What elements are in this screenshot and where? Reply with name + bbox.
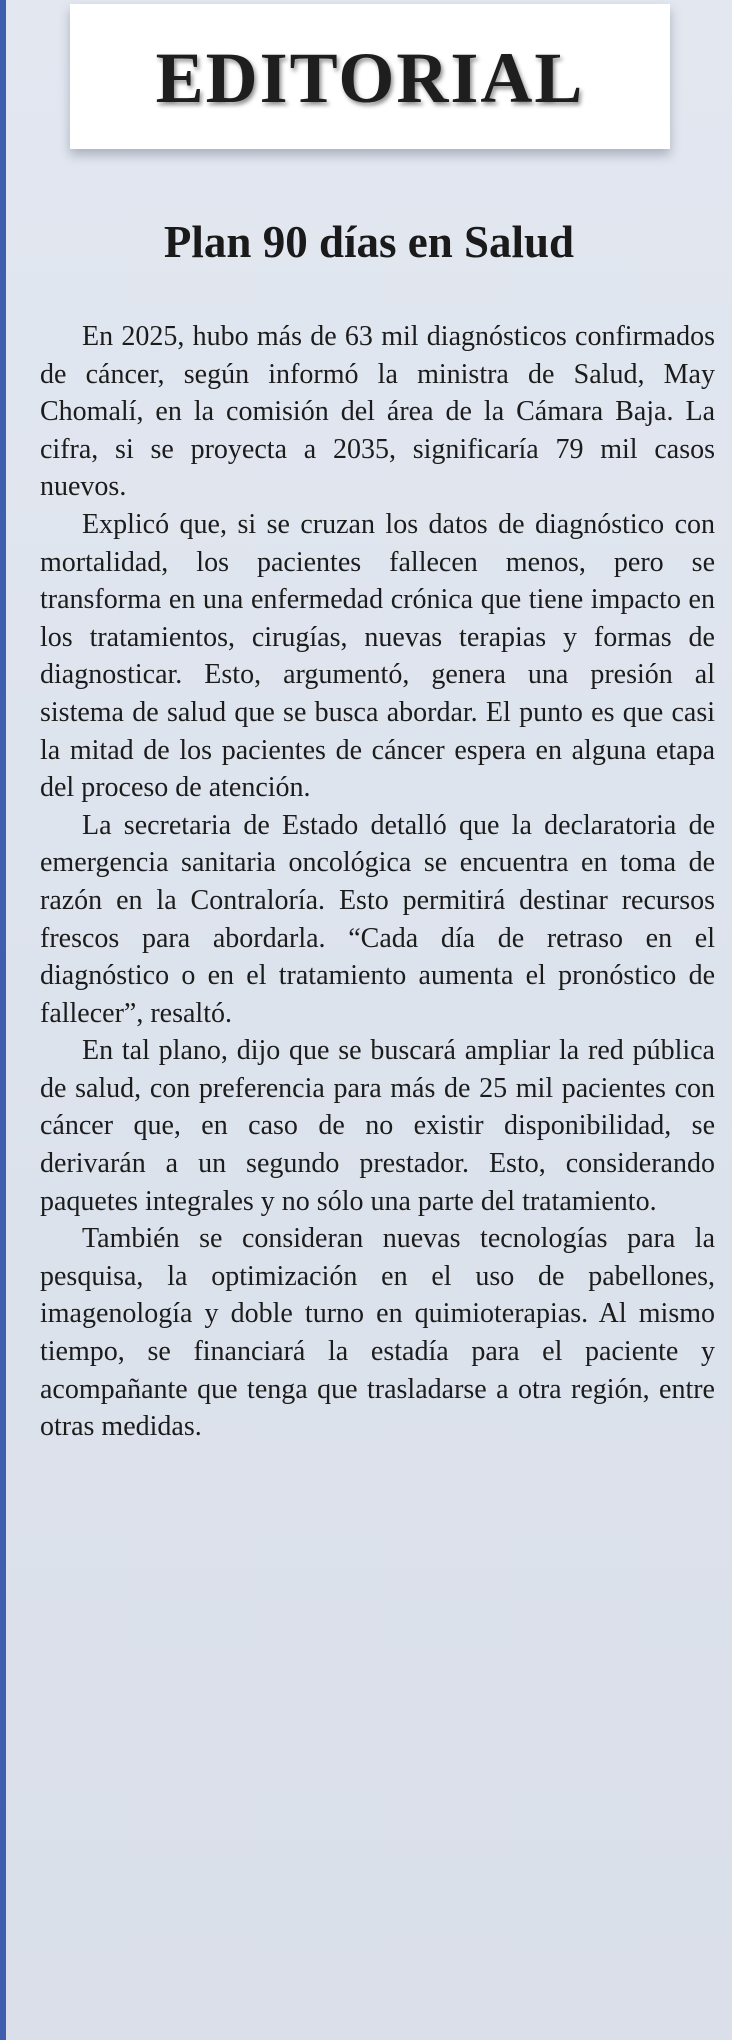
article-paragraph-5: También se consideran nuevas tecnologías para la pesquisa, la optimización en el uso de pabellones, imagenología y doble turno en quimioterapias. Al mismo tiempo, se financiará la estadía para el paciente y acompañante que tenga que trasladarse a otra región, entre otras medidas. (40, 1223, 715, 1443)
article-paragraph-4: En tal plano, dijo que se buscará ampliar la red pública de salud, con preferencia para más de 25 mil pacientes con cáncer que, en caso de no existir disponibilidad, se derivarán a un segundo prestador. Esto, considerando paquetes integrales y no sólo una parte del tratamiento. (40, 1035, 715, 1217)
masthead-title: EDITORIAL (155, 38, 585, 118)
article-headline: Plan 90 días en Salud (163, 217, 575, 267)
article-body (40, 318, 715, 1446)
article-paragraph-3: La secretaria de Estado detalló que la declaratoria de emergencia sanitaria oncológica se encuentra en toma de razón en la Contraloría. Esto permitirá destinar recursos frescos para abordarla. “Cada día de retraso en el diagnóstico o en el tratamiento aumenta el pronóstico de fallecer”, resaltó. (40, 809, 715, 1029)
masthead-banner (70, 4, 670, 149)
editorial-page (6, 0, 732, 2040)
article-paragraph-2: Explicó que, si se cruzan los datos de diagnóstico con mortalidad, los pacientes fallecen menos, pero se transforma en una enfermedad crónica que tiene impacto en los tratamientos, cirugías, nuevas terapias y formas de diagnosticar. Esto, argumentó, genera una presión al sistema de salud que se busca abordar. El punto es que casi la mitad de los pacientes de cáncer espera en alguna etapa del proceso de atención. (40, 508, 715, 804)
article-paragraph-1: En 2025, hubo más de 63 mil diagnósticos confirmados de cáncer, según informó la ministra de Salud, May Chomalí, en la comisión del área de la Cámara Baja. La cifra, si se proyecta a 2035, significaría 79 mil casos nuevos. (40, 321, 715, 503)
